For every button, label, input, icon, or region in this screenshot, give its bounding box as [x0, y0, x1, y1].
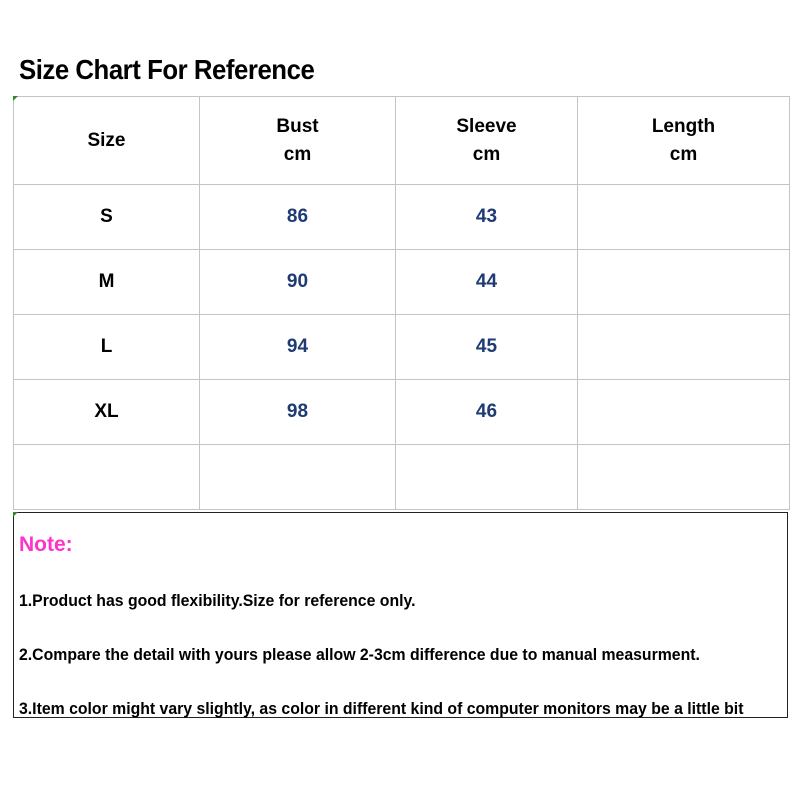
- sleeve-cell: 44: [396, 250, 578, 315]
- sleeve-cell: [396, 445, 578, 510]
- sleeve-cell: 46: [396, 380, 578, 445]
- note-line-3: 3.Item color might vary slightly, as color in different kind of computer monitors may be a little bit: [19, 699, 744, 718]
- cell-marker-icon: [13, 512, 18, 517]
- table-row: [14, 380, 790, 445]
- table-row: [14, 315, 790, 380]
- note-line-1: 1.Product has good flexibility.Size for reference only.: [19, 591, 416, 610]
- notes-box: [13, 512, 788, 718]
- header-bust: Bust cm: [200, 97, 396, 185]
- sleeve-cell: 43: [396, 185, 578, 250]
- size-cell: S: [14, 185, 200, 250]
- bust-cell: 90: [200, 250, 396, 315]
- cell-marker-icon: [13, 96, 18, 101]
- table-row: [14, 185, 790, 250]
- table-row: [14, 445, 790, 510]
- length-cell: [578, 250, 790, 315]
- header-size: Size: [14, 97, 200, 185]
- page-title: Size Chart For Reference: [19, 54, 315, 85]
- length-cell: [578, 445, 790, 510]
- note-title: Note:: [19, 533, 73, 556]
- size-cell: XL: [14, 380, 200, 445]
- header-sleeve: Sleeve cm: [396, 97, 578, 185]
- length-cell: [578, 315, 790, 380]
- size-cell: [14, 445, 200, 510]
- sleeve-cell: 45: [396, 315, 578, 380]
- note-line-2: 2.Compare the detail with yours please allow 2-3cm difference due to manual measurment.: [19, 645, 700, 664]
- bust-cell: [200, 445, 396, 510]
- bust-cell: 86: [200, 185, 396, 250]
- bust-cell: 94: [200, 315, 396, 380]
- size-chart-table: [13, 96, 790, 510]
- length-cell: [578, 380, 790, 445]
- size-cell: L: [14, 315, 200, 380]
- size-cell: M: [14, 250, 200, 315]
- bust-cell: 98: [200, 380, 396, 445]
- length-cell: [578, 185, 790, 250]
- table-row: [14, 250, 790, 315]
- header-length: Length cm: [578, 97, 790, 185]
- table-header-row: [14, 97, 790, 185]
